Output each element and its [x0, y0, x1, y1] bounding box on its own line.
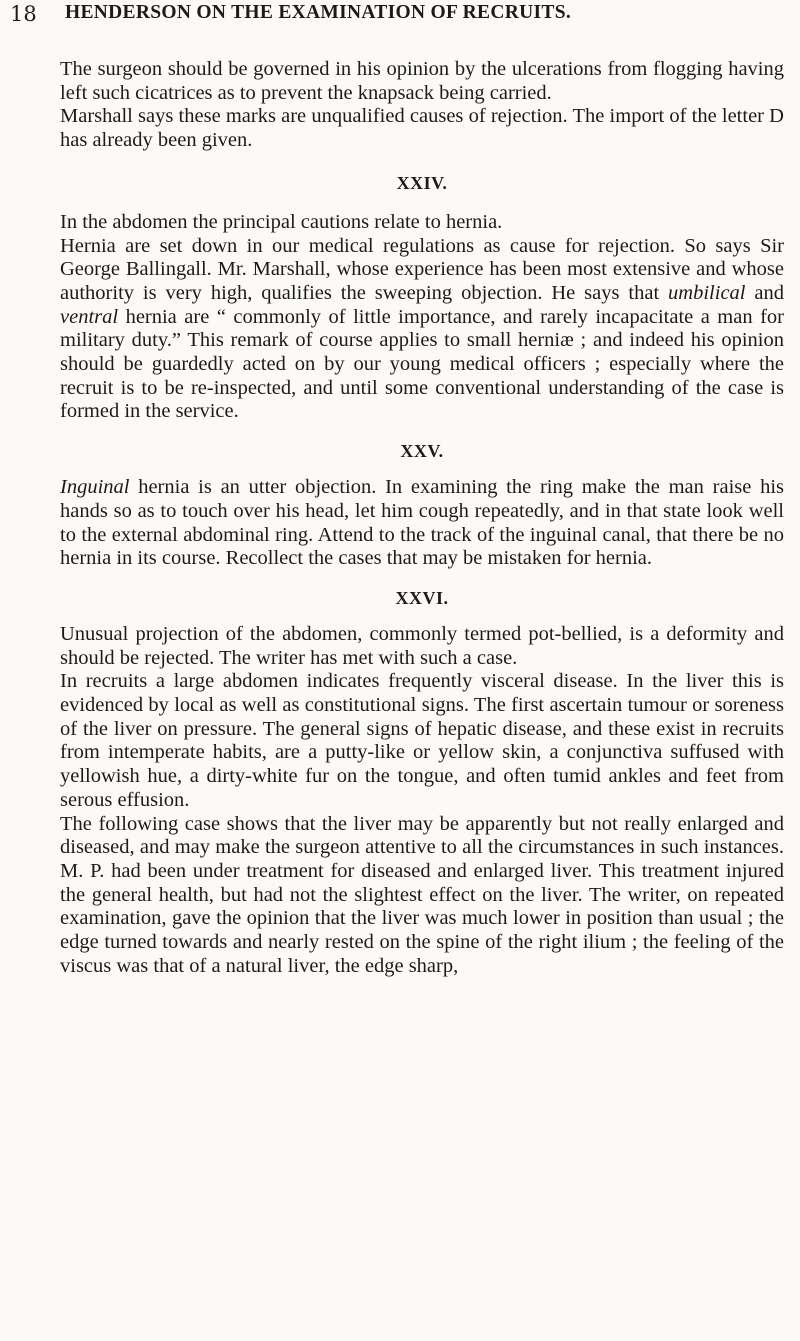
emphasis-ventral: ventral [60, 305, 119, 328]
page-number: 18 [10, 2, 37, 26]
section-heading-xxvi: XXVI. [395, 587, 449, 608]
emphasis-umbilical: umbilical [668, 281, 746, 304]
page-header [10, 2, 800, 32]
emphasis-inguinal: Inguinal [60, 476, 130, 499]
text-run: hernia are “ commonly of little importance, and rarely incapacitate a man for military duty.” This remark of course applies to small herniæ ; and indeed his opinion should be guardedly acted on by our young medical officers ; especially where the recruit is to be re-inspected, and until some conventional understanding of the case is formed in the service. [60, 305, 784, 423]
text-run: hernia is an utter objection. In examining the ring make the man raise his hands so as to touch over his head, let him cough repeatedly, and in that state look well to the external abdominal ring. Attend to the track of the inguinal canal, that there be no hernia in its course. Recollect the cases that may be mistaken for hernia. [60, 476, 784, 570]
paragraph [60, 235, 784, 425]
paragraph: The following case shows that the liver may be apparently but not really enlarged and diseased, and may make the surgeon attentive to all the circumstances in such instances. M. P. had been under treatment for diseased and enlarged liver. This treatment injured the general health, but had not the slightest effect on the liver. The writer, on repeated examination, gave the opinion that the liver was much lower in position than usual ; the edge turned towards and nearly rested on the spine of the right ilium ; the feeling of the viscus was that of a natural liver, the edge sharp, [60, 812, 784, 977]
section-heading-xxiv: XXIV. [396, 172, 448, 193]
paragraph: Unusual projection of the abdomen, commonly termed pot-bellied, is a deformity and should be rejected. The writer has met with such a case. [60, 622, 784, 669]
running-head: HENDERSON ON THE EXAMINATION OF RECRUITS. [65, 2, 572, 23]
paragraph: In recruits a large abdomen indicates frequently visceral disease. In the liver this is evidenced by local as well as constitutional signs. The first ascertain tumour or soreness of the liver on pressure. The general signs of hepatic disease, and these exist in recruits from intemperate habits, are a putty-like or yellow skin, a conjunctiva suffused with yellowish hue, a dirty-white fur on the tongue, and often tumid ankles and feet from serous effusion. [60, 670, 784, 811]
paragraph [60, 476, 784, 571]
text-run: Hernia are set down in our medical regulations as cause for rejection. So says Sir George Ballingall. Mr. Marshall, whose experience has been most extensive and whose authority is very high, qualifies the sweeping objection. He says that [60, 234, 784, 304]
paragraph: In the abdomen the principal cautions relate to hernia. [60, 210, 503, 233]
section-heading-xxv: XXV. [400, 441, 444, 462]
paragraph: Marshall says these marks are unqualified causes of rejection. The import of the letter D has already been given. [60, 105, 784, 152]
body-text [60, 58, 784, 979]
paragraph: The surgeon should be governed in his opinion by the ulcerations from flogging having left such cicatrices as to prevent the knapsack being carried. [60, 58, 784, 104]
text-run: and [745, 281, 784, 304]
